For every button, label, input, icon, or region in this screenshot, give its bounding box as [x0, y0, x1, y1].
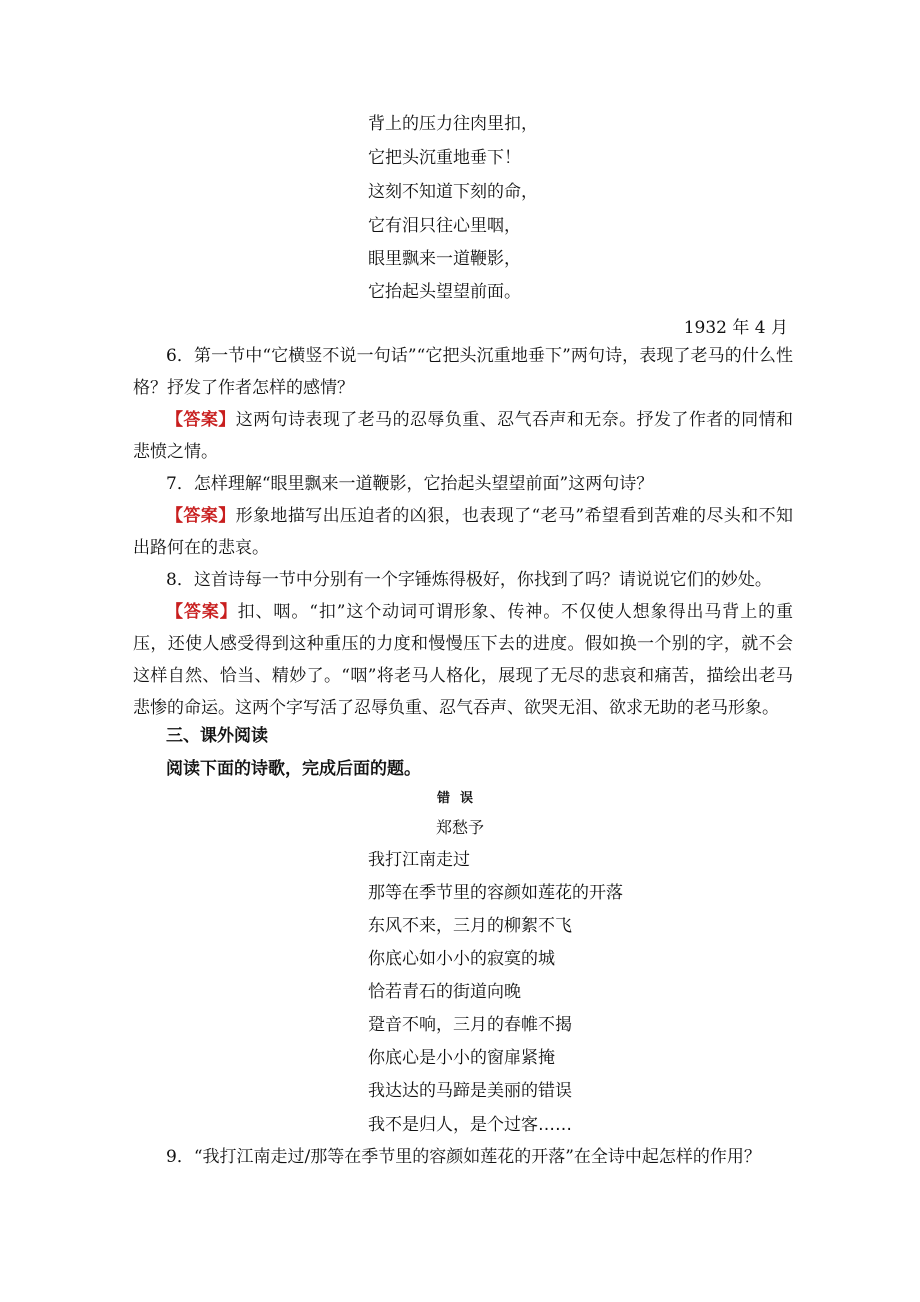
poem-line: 我达达的马蹄是美丽的错误 — [368, 1081, 572, 1101]
question-9: 9．“我打江南走过/那等在季节里的容颜如莲花的开落”在全诗中起怎样的作用？ — [166, 1147, 761, 1167]
answer-label: 【答案】 — [166, 602, 238, 622]
question-7: 7．怎样理解“眼里飘来一道鞭影，它抬起头望望前面”这两句诗？ — [166, 474, 654, 494]
answer-6 — [133, 404, 793, 468]
section-instruction: 阅读下面的诗歌，完成后面的题。 — [166, 759, 421, 779]
question-8: 8．这首诗每一节中分别有一个字锤炼得极好，你找到了吗？请说说它们的妙处。 — [166, 570, 772, 590]
poem-line: 它抬起头望望前面。 — [368, 282, 521, 302]
poem-line: 恰若青石的街道向晚 — [368, 982, 521, 1002]
poem-line: 它把头沉重地垂下！ — [368, 148, 521, 168]
answer-text: 这两句诗表现了老马的忍辱负重、忍气吞声和无奈。抒发了作者的同情和悲愤之情。 — [133, 410, 794, 462]
poem-line: 我打江南走过 — [368, 850, 470, 870]
answer-text: 扣、咽。“扣”这个动词可谓形象、传神。不仅使人想象得出马背上的重压，还使人感受得到这种重压的力度和慢慢压下去的进度。假如换一个别的字，就不会这样自然、恰当、精妙了。“咽”将老马人格化，展现了无尽的悲哀和痛苦，描绘出老马悲惨的命运。这两个字写活了忍辱负重、忍气吞声、欲哭无泪、欲求无助的老马形象。 — [133, 602, 794, 718]
poem-line: 那等在季节里的容颜如莲花的开落 — [368, 883, 623, 903]
poem-line: 我不是归人，是个过客…… — [368, 1115, 572, 1135]
poem-author: 郑愁予 — [435, 818, 484, 837]
poem-line: 你底心如小小的寂寞的城 — [368, 949, 555, 969]
answer-8 — [133, 596, 793, 724]
section-heading: 三、课外阅读 — [166, 726, 268, 746]
poem-line: 你底心是小小的窗扉紧掩 — [368, 1048, 555, 1068]
poem-line: 背上的压力往肉里扣， — [368, 114, 538, 134]
poem-line: 跫音不响，三月的春帷不揭 — [368, 1015, 572, 1035]
poem-date: 1932 年 4 月 — [683, 318, 788, 338]
poem-title: 错误 — [436, 791, 483, 806]
answer-7 — [133, 500, 793, 564]
answer-text: 形象地描写出压迫者的凶狠，也表现了“老马”希望看到苦难的尽头和不知出路何在的悲哀。 — [133, 506, 793, 558]
answer-label: 【答案】 — [166, 410, 236, 430]
poem-line: 眼里飘来一道鞭影， — [368, 249, 521, 269]
answer-label: 【答案】 — [166, 506, 236, 526]
poem-line: 它有泪只往心里咽， — [368, 216, 521, 236]
poem-line: 这刻不知道下刻的命， — [368, 182, 538, 202]
poem-line: 东风不来，三月的柳絮不飞 — [368, 916, 572, 936]
question-6: 6．第一节中“它横竖不说一句话”“它把头沉重地垂下”两句诗，表现了老马的什么性格？抒发了作者怎样的感情？ — [133, 346, 793, 398]
